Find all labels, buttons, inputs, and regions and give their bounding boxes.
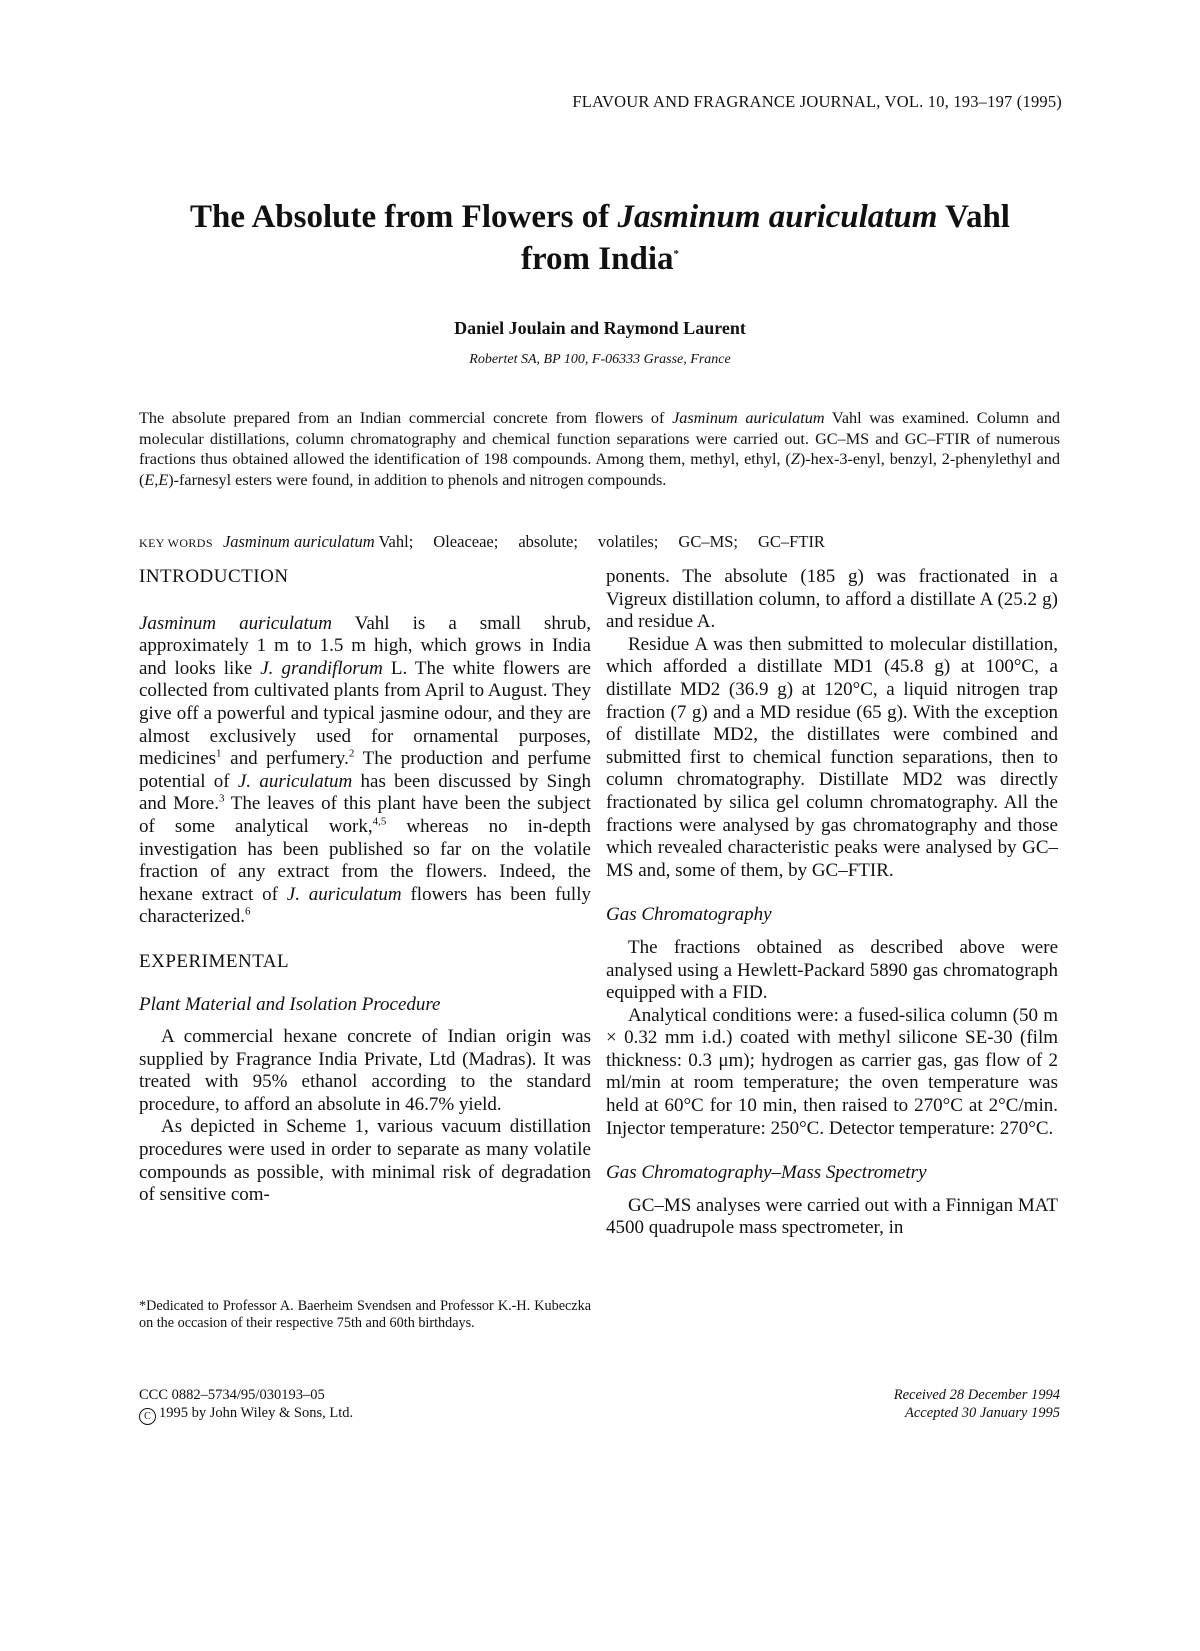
keywords bbox=[139, 532, 1060, 552]
keyword-1-rest: Vahl; bbox=[374, 532, 414, 551]
gc-paragraph-1: The fractions obtained as described above were analysed using a Hewlett-Packard 5890 gas chromatograph equipped with a FID. bbox=[606, 936, 1058, 1004]
keywords-label: KEY WORDS bbox=[139, 536, 213, 550]
gcms-subheading: Gas Chromatography–Mass Spectrometry bbox=[606, 1162, 927, 1184]
intro-text-7: whereas no in-depth investigation has been published so far on the volatile fraction of any extract from the flowers. Indeed, the hexane extract of bbox=[139, 815, 591, 905]
copyright-icon: C bbox=[139, 1408, 156, 1425]
running-head: FLAVOUR AND FRAGRANCE JOURNAL, VOL. 10, 193–197 (1995) bbox=[572, 92, 1062, 111]
title-part1: The Absolute from Flowers of bbox=[190, 199, 618, 235]
received-date: Received 28 December 1994 bbox=[893, 1387, 1060, 1403]
intro-text-2: L. The white flowers are collected from cultivated plants from April to August. They give off a powerful and typical jasmine odour, and they are almost exclusively used for ornamental purposes, medicines bbox=[139, 657, 591, 770]
intro-species-2: J. grandiflorum bbox=[260, 657, 383, 679]
keyword-3: absolute; bbox=[518, 532, 578, 551]
abstract-ee: E,E bbox=[144, 470, 169, 489]
keyword-1-species: Jasminum auriculatum bbox=[222, 532, 375, 551]
accepted-date: Accepted 30 January 1995 bbox=[904, 1405, 1060, 1421]
right-paragraph-1: ponents. The absolute (185 g) was fractionated in a Vigreux distillation column, to afford a distillate A (25.2 g) and residue A. bbox=[606, 566, 1058, 633]
experimental-heading: EXPERIMENTAL bbox=[139, 950, 290, 972]
gcms-paragraph: GC–MS analyses were carried out with a Finnigan MAT 4500 quadrupole mass spectrometer, in bbox=[606, 1194, 1058, 1239]
ref-4-5: 4,5 bbox=[372, 815, 387, 828]
title-star: * bbox=[673, 248, 679, 260]
title-line2: from India bbox=[521, 241, 674, 277]
intro-text-1: Vahl is a small shrub, approximately 1 m to 1.5 m high, which grows in India and looks like bbox=[139, 612, 591, 679]
intro-text-8: flowers has been fully characterized. bbox=[139, 883, 591, 928]
ref-2: 2 bbox=[348, 747, 355, 760]
title-species: Jasminum auriculatum bbox=[617, 199, 938, 235]
keyword-5: GC–MS; bbox=[678, 532, 739, 551]
abstract-text-2: Vahl was examined. Column and molecular distillations, column chromatography and chemical function separations were carried out. GC–MS and GC–FTIR of numerous fractions thus obtained allowed the identification of 198 compounds. Among them, methyl, ethyl, ( bbox=[139, 409, 1061, 468]
abstract-text-4: )-farnesyl esters were found, in addition to phenols and nitrogen compounds. bbox=[168, 470, 667, 489]
intro-text-4: The production and perfume potential of bbox=[139, 748, 592, 792]
plant-material-paragraph-2: As depicted in Scheme 1, various vacuum distillation procedures were used in order to separate as many volatile compounds as possible, with minimal risk of degradation of sensitive com- bbox=[139, 1116, 591, 1206]
gc-subheading: Gas Chromatography bbox=[606, 904, 772, 926]
intro-species-1: Jasminum auriculatum bbox=[139, 612, 332, 634]
keyword-1 bbox=[223, 532, 413, 552]
intro-text-5: has been discussed by Singh and More. bbox=[139, 770, 591, 815]
plant-material-paragraph-1: A commercial hexane concrete of Indian origin was supplied by Fragrance India Private, Ltd (Madras). It was treated with 95% ethanol according to the standard procedure, to afford an absolute in 46.7% yield. bbox=[139, 1026, 591, 1115]
abstract-text-1: The absolute prepared from an Indian commercial concrete from flowers of bbox=[139, 409, 673, 427]
copyright-line bbox=[139, 1404, 353, 1425]
copyright-text: 1995 by John Wiley & Sons, Ltd. bbox=[159, 1405, 354, 1421]
ccc-code: CCC 0882–5734/95/030193–05 bbox=[139, 1387, 325, 1403]
right-column bbox=[606, 566, 1058, 1240]
abstract-text-3: )-hex-3-enyl, benzyl, 2-phenylethyl and ( bbox=[139, 450, 1060, 489]
ref-1: 1 bbox=[216, 747, 222, 760]
abstract bbox=[139, 408, 1060, 490]
ref-3: 3 bbox=[218, 793, 225, 806]
gc-paragraph-2: Analytical conditions were: a fused-silica column (50 m × 0.32 mm i.d.) coated with methyl silicone SE-30 (film thickness: 0.3 μm); hydrogen as carrier gas, gas flow of 2 ml/min at room temperature; the oven temperature was held at 60°C for 10 min, then raised to 270°C at 2°C/min. Injector temperature: 250°C. Detector temperature: 270°C. bbox=[606, 1004, 1058, 1139]
authors: Daniel Joulain and Raymond Laurent bbox=[454, 318, 746, 338]
received-dates bbox=[894, 1386, 1060, 1422]
article-title bbox=[100, 196, 1100, 280]
plant-material-subheading: Plant Material and Isolation Procedure bbox=[139, 993, 441, 1015]
footnote: *Dedicated to Professor A. Baerheim Svendsen and Professor K.-H. Kubeczka on the occasion of their respective 75th and 60th birthdays. bbox=[139, 1298, 591, 1331]
keyword-6: GC–FTIR bbox=[758, 532, 825, 551]
keyword-2: Oleaceae; bbox=[433, 532, 499, 551]
introduction-heading: INTRODUCTION bbox=[139, 566, 289, 587]
ccc-block bbox=[139, 1386, 353, 1425]
intro-text-3: and perfumery. bbox=[221, 748, 349, 770]
keyword-4: volatiles; bbox=[597, 532, 659, 551]
intro-text-6: The leaves of this plant have been the subject of some analytical work, bbox=[139, 793, 591, 837]
left-column bbox=[139, 566, 591, 1207]
abstract-species: Jasminum auriculatum bbox=[672, 409, 825, 427]
ref-6: 6 bbox=[245, 905, 251, 918]
intro-species-4: J. auriculatum bbox=[286, 883, 402, 905]
title-part2: Vahl bbox=[937, 199, 1010, 235]
intro-species-3: J. auriculatum bbox=[237, 770, 353, 792]
introduction-paragraph bbox=[139, 613, 591, 929]
affiliation: Robertet SA, BP 100, F-06333 Grasse, France bbox=[469, 352, 731, 367]
right-paragraph-2: Residue A was then submitted to molecular distillation, which afforded a distillate MD1 (45.8 g) at 100°C, a distillate MD2 (36.9 g) at 120°C, a liquid nitrogen trap fraction (7 g) and a MD residue (65 g). With the exception of distillate MD2, the distillates were combined and submitted first to chemical function separations, then to column chromatography. Distillate MD2 was directly fractionated by silica gel column chromatography. All the fractions were analysed by gas chromatography and those which revealed characteristic peaks were analysed by GC–MS and, some of them, by GC–FTIR. bbox=[606, 633, 1058, 881]
abstract-z: Z bbox=[790, 450, 800, 468]
